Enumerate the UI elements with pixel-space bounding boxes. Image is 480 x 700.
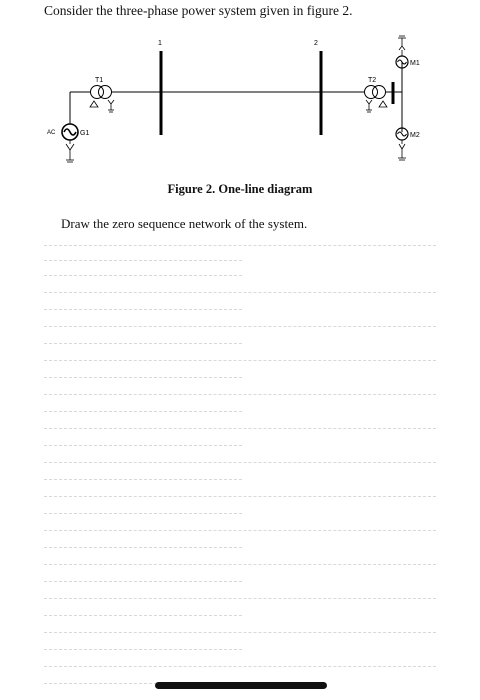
grounded-wye-icon	[108, 100, 114, 112]
transformer-t2	[322, 77, 387, 112]
ruled-line	[44, 260, 242, 261]
ruled-line	[44, 326, 436, 327]
home-indicator[interactable]	[155, 682, 327, 689]
figure-caption: Figure 2. One-line diagram	[167, 182, 313, 196]
ruled-line	[44, 547, 242, 548]
ruled-line	[44, 581, 242, 582]
ruled-line	[44, 245, 436, 246]
generator-g1	[47, 124, 89, 162]
instruction-text: Draw the zero sequence network of the system.	[61, 216, 308, 231]
ruled-line	[44, 462, 436, 463]
t2-label: T2	[368, 77, 377, 84]
ruled-line	[44, 377, 242, 378]
bus-2-label: 2	[314, 40, 318, 47]
ruled-line	[44, 479, 242, 480]
question-text: Consider the three-phase power system given in figure 2.	[44, 3, 353, 18]
ruled-line	[44, 615, 242, 616]
motor-m1	[396, 36, 420, 68]
motor-m2	[396, 128, 420, 160]
ruled-line	[44, 445, 242, 446]
g1-label: G1	[80, 130, 90, 137]
t1-label: T1	[95, 77, 104, 84]
ground-icon	[398, 36, 406, 56]
ruled-line	[44, 428, 436, 429]
ruled-line	[44, 564, 436, 565]
m2-label: M2	[410, 132, 420, 139]
ruled-line	[44, 292, 436, 293]
ruled-line	[44, 598, 436, 599]
ground-icon	[66, 140, 74, 162]
delta-icon	[90, 101, 98, 107]
ruled-line	[44, 666, 436, 667]
ruled-line	[44, 360, 436, 361]
ruled-line	[44, 496, 436, 497]
ruled-line	[44, 343, 242, 344]
ground-icon	[398, 140, 406, 160]
ruled-line	[44, 513, 242, 514]
delta-icon	[379, 101, 387, 107]
transformer-t1	[70, 77, 160, 112]
ac-label: AC	[47, 130, 56, 136]
ruled-line	[44, 394, 436, 395]
ruled-line	[44, 649, 242, 650]
ruled-line	[44, 632, 436, 633]
one-line-diagram	[0, 22, 480, 202]
bus-1-label: 1	[158, 40, 162, 47]
ruled-line	[44, 309, 242, 310]
grounded-wye-icon	[366, 100, 372, 112]
m1-label: M1	[410, 60, 420, 67]
ruled-line	[44, 411, 242, 412]
ruled-line	[44, 275, 242, 276]
answer-lines	[44, 245, 436, 690]
ruled-line	[44, 530, 436, 531]
